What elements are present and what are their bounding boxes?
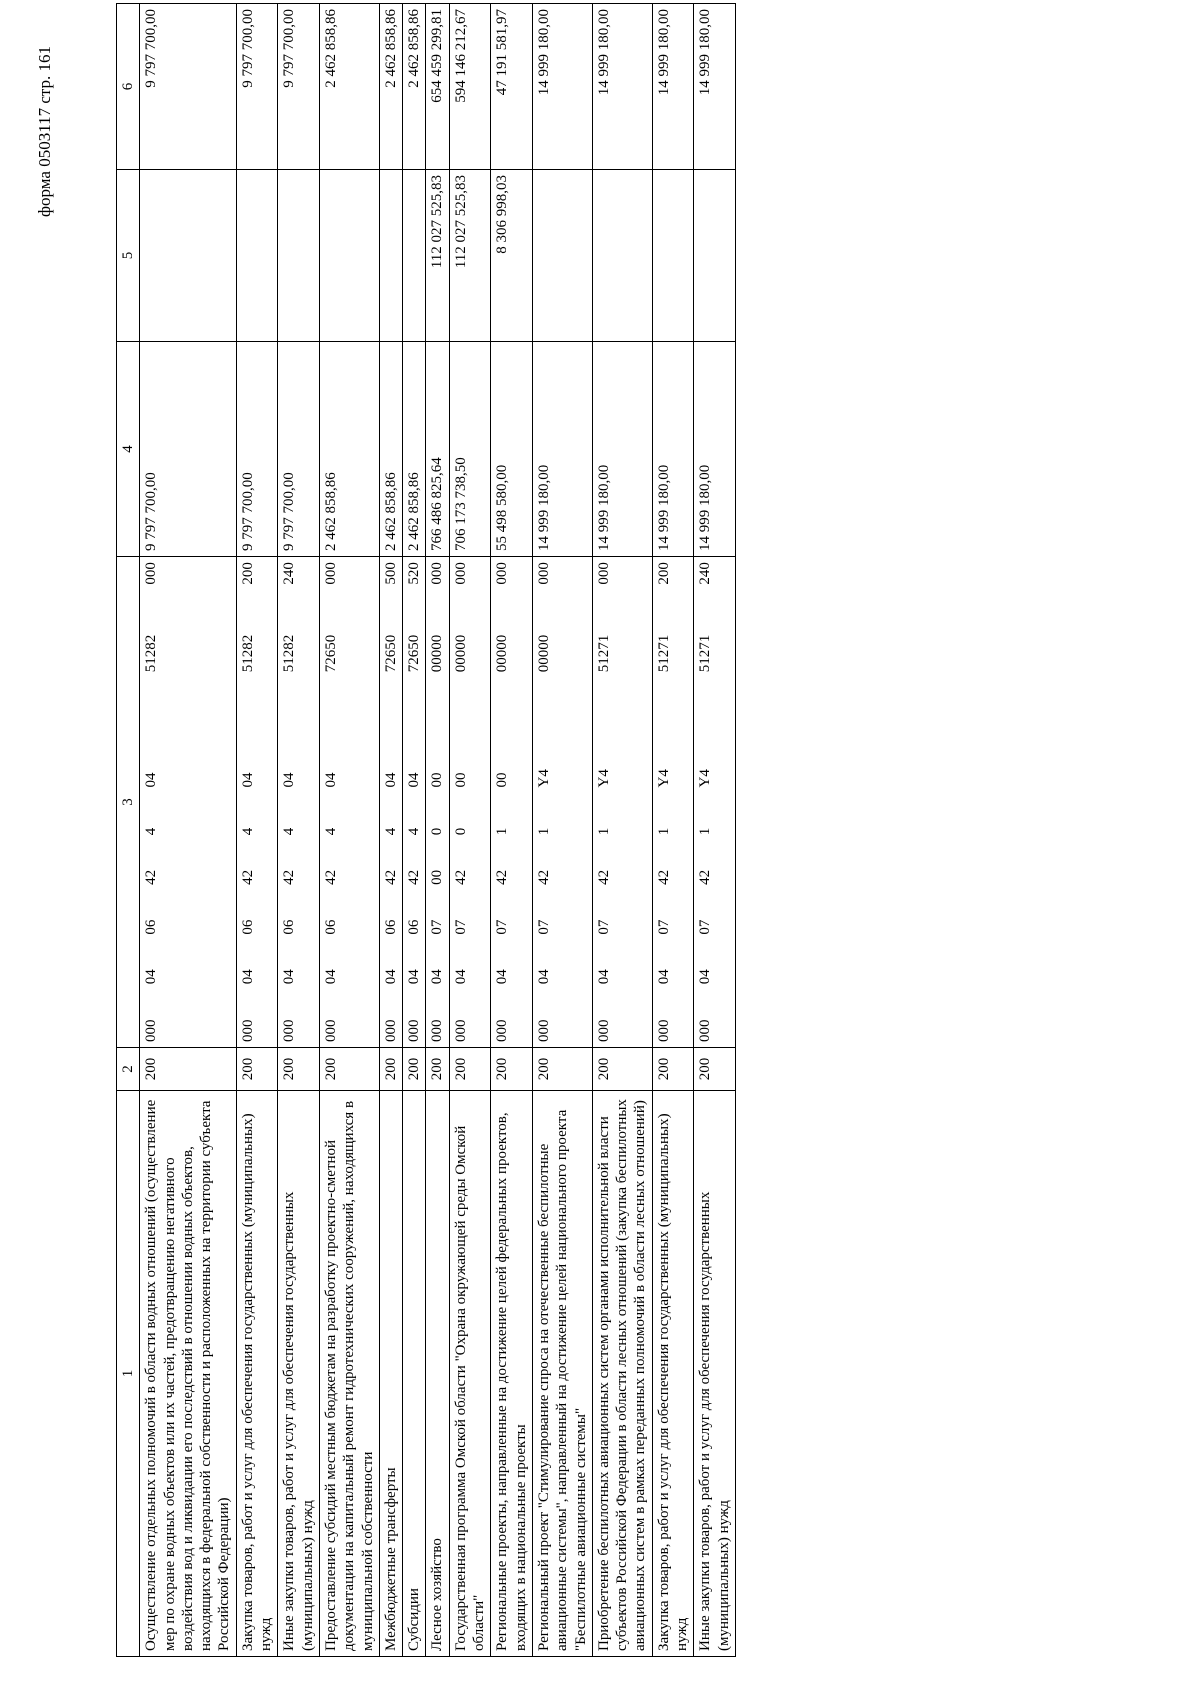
row-budget-code bbox=[236, 557, 278, 1048]
row-approved-amount: 14 999 180,00 bbox=[694, 342, 736, 557]
row-executed-amount bbox=[379, 170, 402, 342]
budget-code-part: 000 bbox=[239, 1019, 256, 1042]
budget-code-part: 4 bbox=[143, 827, 160, 836]
budget-code-part: 0 bbox=[452, 827, 469, 836]
row-executed-amount bbox=[236, 170, 278, 342]
row-approved-amount: 9 797 700,00 bbox=[278, 342, 320, 557]
budget-code-part: 04 bbox=[382, 969, 399, 985]
row-executed-amount: 112 027 525,83 bbox=[426, 170, 449, 342]
table-row bbox=[278, 4, 320, 1657]
budget-code-part: Y4 bbox=[535, 769, 552, 788]
row-executed-amount bbox=[278, 170, 320, 342]
budget-code-part: 04 bbox=[535, 969, 552, 985]
row-executed-amount bbox=[592, 170, 652, 342]
budget-code-part: 04 bbox=[239, 969, 256, 985]
budget-code-part: 0 bbox=[429, 827, 446, 836]
budget-code-part: 51271 bbox=[697, 634, 714, 673]
budget-code-part: 04 bbox=[406, 772, 423, 788]
budget-code-part: 07 bbox=[535, 919, 552, 935]
header-col-6: 6 bbox=[117, 4, 140, 170]
row-approved-amount: 706 173 738,50 bbox=[449, 342, 491, 557]
budget-code-part: 72650 bbox=[382, 634, 399, 673]
budget-code-part: 04 bbox=[322, 969, 339, 985]
row-name: Иные закупки товаров, работ и услуг для обеспечения государственных (муниципальных) нужд bbox=[278, 1091, 320, 1657]
budget-code-part: 000 bbox=[429, 1019, 446, 1042]
budget-code-parts bbox=[280, 562, 298, 1042]
budget-code-part: 520 bbox=[406, 562, 423, 585]
row-name: Приобретение беспилотных авиационных систем органами исполнительной власти субъектов Российской Федерации в области лесных отношений (закупка беспилотных авиационных систем в рамках переданных полномочий в области лесных отношений) bbox=[592, 1091, 652, 1657]
row-approved-amount: 2 462 858,86 bbox=[379, 342, 402, 557]
budget-code-part: 07 bbox=[655, 919, 672, 935]
row-budget-code bbox=[140, 557, 236, 1048]
budget-code-part: 4 bbox=[406, 827, 423, 836]
row-budget-code bbox=[491, 557, 533, 1048]
budget-code-part: 51282 bbox=[239, 634, 256, 673]
row-line-code: 200 bbox=[694, 1048, 736, 1091]
budget-code-part: 000 bbox=[429, 562, 446, 585]
row-unexecuted-amount: 654 459 299,81 bbox=[426, 4, 449, 170]
row-unexecuted-amount: 9 797 700,00 bbox=[278, 4, 320, 170]
budget-code-part: 04 bbox=[281, 969, 298, 985]
budget-code-part: 72650 bbox=[406, 634, 423, 673]
budget-code-part: 00 bbox=[494, 772, 511, 788]
row-approved-amount: 14 999 180,00 bbox=[532, 342, 592, 557]
row-budget-code bbox=[592, 557, 652, 1048]
row-executed-amount bbox=[694, 170, 736, 342]
budget-code-part: 42 bbox=[595, 869, 612, 885]
budget-code-part: 07 bbox=[452, 919, 469, 935]
row-budget-code bbox=[278, 557, 320, 1048]
budget-code-part: 42 bbox=[322, 869, 339, 885]
budget-code-part: 04 bbox=[452, 969, 469, 985]
budget-code-part: 04 bbox=[406, 969, 423, 985]
row-approved-amount: 9 797 700,00 bbox=[236, 342, 278, 557]
budget-code-part: 42 bbox=[452, 869, 469, 885]
row-unexecuted-amount: 594 146 212,67 bbox=[449, 4, 491, 170]
row-line-code: 200 bbox=[140, 1048, 236, 1091]
row-name: Субсидии bbox=[403, 1091, 426, 1657]
header-col-3: 3 bbox=[117, 557, 140, 1048]
row-executed-amount bbox=[319, 170, 379, 342]
table-body bbox=[140, 4, 736, 1657]
budget-code-part: Y4 bbox=[595, 769, 612, 788]
budget-code-part: 00000 bbox=[535, 634, 552, 673]
row-line-code: 200 bbox=[532, 1048, 592, 1091]
row-executed-amount bbox=[403, 170, 426, 342]
budget-code-part: 000 bbox=[494, 562, 511, 585]
budget-code-part: 07 bbox=[595, 919, 612, 935]
budget-code-part: 06 bbox=[281, 919, 298, 935]
row-unexecuted-amount: 2 462 858,86 bbox=[379, 4, 402, 170]
budget-code-part: 000 bbox=[535, 1019, 552, 1042]
budget-code-part: 04 bbox=[494, 969, 511, 985]
budget-code-parts bbox=[405, 562, 423, 1042]
row-budget-code bbox=[532, 557, 592, 1048]
budget-code-part: 000 bbox=[382, 1019, 399, 1042]
row-budget-code bbox=[694, 557, 736, 1048]
row-line-code: 200 bbox=[592, 1048, 652, 1091]
row-unexecuted-amount: 9 797 700,00 bbox=[236, 4, 278, 170]
row-executed-amount bbox=[532, 170, 592, 342]
budget-code-part: 42 bbox=[494, 869, 511, 885]
budget-code-part: 4 bbox=[382, 827, 399, 836]
row-name: Иные закупки товаров, работ и услуг для обеспечения государственных (муниципальных) нужд bbox=[694, 1091, 736, 1657]
budget-code-parts bbox=[655, 562, 673, 1042]
header-col-4: 4 bbox=[117, 342, 140, 557]
row-approved-amount: 766 486 825,64 bbox=[426, 342, 449, 557]
table-row bbox=[449, 4, 491, 1657]
budget-code-part: 04 bbox=[429, 969, 446, 985]
budget-code-part: 00 bbox=[452, 772, 469, 788]
budget-code-part: 42 bbox=[655, 869, 672, 885]
budget-code-part: 42 bbox=[697, 869, 714, 885]
budget-code-part: 1 bbox=[535, 827, 552, 836]
budget-code-parts bbox=[322, 562, 340, 1042]
row-line-code: 200 bbox=[449, 1048, 491, 1091]
row-name: Лесное хозяйство bbox=[426, 1091, 449, 1657]
row-line-code: 200 bbox=[426, 1048, 449, 1091]
table-row bbox=[319, 4, 379, 1657]
budget-code-part: 72650 bbox=[322, 634, 339, 673]
budget-code-parts bbox=[452, 562, 470, 1042]
row-approved-amount: 14 999 180,00 bbox=[652, 342, 694, 557]
budget-code-part: 000 bbox=[595, 1019, 612, 1042]
budget-code-part: 240 bbox=[281, 562, 298, 585]
budget-code-part: 000 bbox=[322, 1019, 339, 1042]
header-row bbox=[117, 4, 140, 1657]
budget-code-part: 00000 bbox=[452, 634, 469, 673]
budget-code-part: 000 bbox=[535, 562, 552, 585]
budget-code-part: 000 bbox=[452, 562, 469, 585]
budget-code-part: 51282 bbox=[143, 634, 160, 673]
row-name: Межбюджетные трансферты bbox=[379, 1091, 402, 1657]
budget-code-parts bbox=[382, 562, 400, 1042]
budget-code-part: 4 bbox=[239, 827, 256, 836]
row-name: Закупка товаров, работ и услуг для обеспечения государственных (муниципальных) нужд bbox=[236, 1091, 278, 1657]
row-unexecuted-amount: 2 462 858,86 bbox=[403, 4, 426, 170]
budget-code-part: 000 bbox=[452, 1019, 469, 1042]
budget-code-part: 06 bbox=[406, 919, 423, 935]
budget-code-part: 42 bbox=[281, 869, 298, 885]
form-reference: форма 0503117 стр. 161 bbox=[35, 46, 54, 217]
row-name: Осуществление отдельных полномочий в области водных отношений (осуществление мер по охране водных объектов или их частей, предотвращению негативного воздействия вод и ликвидации его последствий в отношении водных объектов, находящихся в федеральной собственности и расположенных на территории субъекта Российской Федерации) bbox=[140, 1091, 236, 1657]
row-approved-amount: 55 498 580,00 bbox=[491, 342, 533, 557]
budget-code-part: 000 bbox=[494, 1019, 511, 1042]
row-unexecuted-amount: 14 999 180,00 bbox=[532, 4, 592, 170]
row-unexecuted-amount: 9 797 700,00 bbox=[140, 4, 236, 170]
row-unexecuted-amount: 14 999 180,00 bbox=[652, 4, 694, 170]
table-row bbox=[403, 4, 426, 1657]
budget-code-part: 42 bbox=[143, 869, 160, 885]
budget-code-part: 42 bbox=[535, 869, 552, 885]
row-budget-code bbox=[319, 557, 379, 1048]
row-budget-code bbox=[403, 557, 426, 1048]
table-row bbox=[140, 4, 236, 1657]
budget-code-part: 07 bbox=[429, 919, 446, 935]
budget-code-parts bbox=[428, 562, 446, 1042]
row-name: Предоставление субсидий местным бюджетам на разработку проектно-сметной документации на капитальный ремонт гидротехнических сооружений, находящихся в муниципальной собственности bbox=[319, 1091, 379, 1657]
row-budget-code bbox=[449, 557, 491, 1048]
row-line-code: 200 bbox=[379, 1048, 402, 1091]
budget-code-part: 07 bbox=[494, 919, 511, 935]
table-row bbox=[236, 4, 278, 1657]
row-budget-code bbox=[426, 557, 449, 1048]
budget-code-part: Y4 bbox=[697, 769, 714, 788]
budget-code-part: 4 bbox=[281, 827, 298, 836]
budget-code-part: 240 bbox=[697, 562, 714, 585]
row-approved-amount: 14 999 180,00 bbox=[592, 342, 652, 557]
budget-code-part: 51271 bbox=[595, 634, 612, 673]
row-executed-amount bbox=[140, 170, 236, 342]
row-executed-amount: 8 306 998,03 bbox=[491, 170, 533, 342]
budget-execution-table bbox=[116, 3, 736, 1657]
budget-code-part: 1 bbox=[494, 827, 511, 836]
budget-code-part: 06 bbox=[239, 919, 256, 935]
budget-code-part: 000 bbox=[143, 1019, 160, 1042]
row-name: Региональные проекты, направленные на достижение целей федеральных проектов, входящих в национальные проекты bbox=[491, 1091, 533, 1657]
table-row bbox=[532, 4, 592, 1657]
budget-code-part: 04 bbox=[239, 772, 256, 788]
row-line-code: 200 bbox=[652, 1048, 694, 1091]
header-col-5: 5 bbox=[117, 170, 140, 342]
budget-code-part: 200 bbox=[655, 562, 672, 585]
row-line-code: 200 bbox=[491, 1048, 533, 1091]
budget-code-part: 51271 bbox=[655, 634, 672, 673]
budget-code-part: 000 bbox=[406, 1019, 423, 1042]
row-budget-code bbox=[379, 557, 402, 1048]
budget-code-part: 04 bbox=[322, 772, 339, 788]
row-unexecuted-amount: 14 999 180,00 bbox=[592, 4, 652, 170]
budget-code-part: 00000 bbox=[429, 634, 446, 673]
budget-code-parts bbox=[493, 562, 511, 1042]
row-executed-amount: 112 027 525,83 bbox=[449, 170, 491, 342]
budget-code-parts bbox=[535, 562, 553, 1042]
budget-code-part: 000 bbox=[143, 562, 160, 585]
budget-code-part: 200 bbox=[239, 562, 256, 585]
row-approved-amount: 9 797 700,00 bbox=[140, 342, 236, 557]
budget-code-part: 000 bbox=[697, 1019, 714, 1042]
budget-code-part: 06 bbox=[382, 919, 399, 935]
budget-code-part: 500 bbox=[382, 562, 399, 585]
row-name: Государственная программа Омской области "Охрана окружающей среды Омской области" bbox=[449, 1091, 491, 1657]
row-approved-amount: 2 462 858,86 bbox=[403, 342, 426, 557]
budget-code-part: 00 bbox=[429, 869, 446, 885]
budget-code-part: 1 bbox=[697, 827, 714, 836]
table-row bbox=[592, 4, 652, 1657]
budget-code-part: Y4 bbox=[655, 769, 672, 788]
row-name: Региональный проект "Стимулирование спроса на отечественные беспилотные авиационные системы", направленный на достижение целей национального проекта "Беспилотные авиационные системы" bbox=[532, 1091, 592, 1657]
header-col-1: 1 bbox=[117, 1091, 140, 1657]
budget-code-part: 04 bbox=[382, 772, 399, 788]
budget-code-part: 07 bbox=[697, 919, 714, 935]
budget-code-part: 51282 bbox=[281, 634, 298, 673]
budget-code-part: 4 bbox=[322, 827, 339, 836]
budget-code-parts bbox=[239, 562, 257, 1042]
row-unexecuted-amount: 14 999 180,00 bbox=[694, 4, 736, 170]
table-row bbox=[694, 4, 736, 1657]
budget-code-part: 04 bbox=[595, 969, 612, 985]
budget-code-part: 04 bbox=[143, 969, 160, 985]
row-executed-amount bbox=[652, 170, 694, 342]
table-row bbox=[491, 4, 533, 1657]
budget-code-parts bbox=[142, 562, 160, 1042]
row-line-code: 200 bbox=[236, 1048, 278, 1091]
budget-code-part: 00 bbox=[429, 772, 446, 788]
row-unexecuted-amount: 2 462 858,86 bbox=[319, 4, 379, 170]
budget-code-part: 06 bbox=[143, 919, 160, 935]
budget-code-part: 00000 bbox=[494, 634, 511, 673]
budget-code-part: 42 bbox=[406, 869, 423, 885]
table-row bbox=[426, 4, 449, 1657]
budget-code-part: 04 bbox=[697, 969, 714, 985]
budget-code-part: 42 bbox=[239, 869, 256, 885]
header-col-2: 2 bbox=[117, 1048, 140, 1091]
budget-code-part: 000 bbox=[281, 1019, 298, 1042]
budget-code-part: 000 bbox=[595, 562, 612, 585]
budget-code-part: 06 bbox=[322, 919, 339, 935]
budget-code-parts bbox=[696, 562, 714, 1042]
budget-code-part: 1 bbox=[595, 827, 612, 836]
row-line-code: 200 bbox=[278, 1048, 320, 1091]
budget-code-part: 04 bbox=[281, 772, 298, 788]
budget-code-part: 000 bbox=[322, 562, 339, 585]
row-budget-code bbox=[652, 557, 694, 1048]
table-row bbox=[652, 4, 694, 1657]
budget-code-part: 1 bbox=[655, 827, 672, 836]
row-line-code: 200 bbox=[319, 1048, 379, 1091]
row-name: Закупка товаров, работ и услуг для обеспечения государственных (муниципальных) нужд bbox=[652, 1091, 694, 1657]
row-approved-amount: 2 462 858,86 bbox=[319, 342, 379, 557]
budget-code-parts bbox=[595, 562, 613, 1042]
row-unexecuted-amount: 47 191 581,97 bbox=[491, 4, 533, 170]
budget-code-part: 04 bbox=[143, 772, 160, 788]
row-line-code: 200 bbox=[403, 1048, 426, 1091]
budget-code-part: 000 bbox=[655, 1019, 672, 1042]
budget-code-part: 04 bbox=[655, 969, 672, 985]
budget-code-part: 42 bbox=[382, 869, 399, 885]
table-row bbox=[379, 4, 402, 1657]
